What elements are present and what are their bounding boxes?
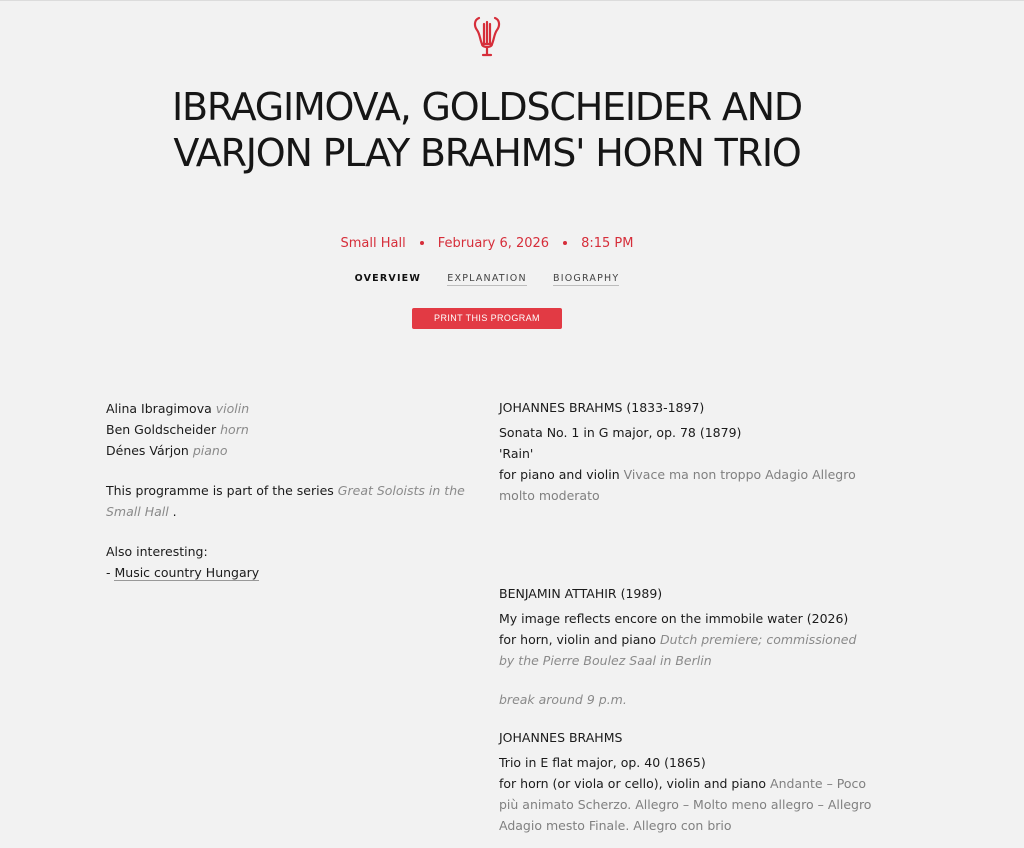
event-date: February 6, 2026 <box>437 236 550 251</box>
music-country-hungary-link[interactable]: Music country Hungary <box>114 565 260 580</box>
work-details: for piano and violin Vivace ma non troppo Adagio Allegro molto moderato <box>499 467 856 503</box>
program-work-1 <box>499 397 874 506</box>
page-title: IBRAGIMOVA, GOLDSCHEIDER AND VARJON PLAY BRAHMS' HORN TRIO <box>172 85 802 175</box>
performer: Alina Ibragimova violin <box>106 401 250 416</box>
composer: JOHANNES BRAHMS (1833-1897) <box>499 400 705 415</box>
work-subtitle: 'Rain' <box>499 446 534 461</box>
tab-biography[interactable]: BIOGRAPHY <box>553 273 620 284</box>
work-title: My image reflects encore on the immobile water (2026) <box>499 611 849 626</box>
also-item: - Music country Hungary <box>106 565 260 580</box>
work-note: Dutch premiere; commissioned by the Pierre Boulez Saal in Berlin <box>499 632 857 668</box>
event-time: 8:15 PM <box>581 236 634 251</box>
separator-dot <box>420 241 424 245</box>
tab-overview[interactable]: OVERVIEW <box>354 273 422 284</box>
lyre-icon[interactable] <box>470 14 504 60</box>
series-name[interactable]: Great Soloists in the Small Hall <box>106 483 465 519</box>
work-details: for horn (or viola or cello), violin and piano Andante – Poco più animato Scherzo. Allegro – Molto meno allegro – Allegro Adagio mesto Finale. Allegro con brio <box>499 776 872 833</box>
venue: Small Hall <box>340 236 406 251</box>
movements: Vivace ma non troppo Adagio Allegro molto moderato <box>499 467 856 503</box>
break-note: break around 9 p.m. <box>499 692 627 707</box>
composer: JOHANNES BRAHMS <box>499 730 623 745</box>
event-meta <box>0 236 974 251</box>
program-work-3 <box>499 727 874 836</box>
composer: BENJAMIN ATTAHIR (1989) <box>499 586 663 601</box>
movements: Andante – Poco più animato Scherzo. Allegro – Molto meno allegro – Allegro Adagio mesto Finale. Allegro con brio <box>499 776 872 833</box>
performer: Ben Goldscheider horn <box>106 422 249 437</box>
series-note: This programme is part of the series Great Soloists in the Small Hall . <box>106 483 465 519</box>
tab-explanation[interactable]: EXPLANATION <box>447 273 527 284</box>
work-title: Trio in E flat major, op. 40 (1865) <box>499 755 706 770</box>
performer: Dénes Várjon piano <box>106 443 228 458</box>
tab-bar <box>0 273 974 286</box>
top-border <box>0 0 1024 1</box>
separator-dot <box>563 241 567 245</box>
print-program-button[interactable]: PRINT THIS PROGRAM <box>412 308 562 329</box>
program-work-2 <box>499 583 874 710</box>
also-label: Also interesting: <box>106 544 208 559</box>
performers-column <box>106 398 476 583</box>
work-title: Sonata No. 1 in G major, op. 78 (1879) <box>499 425 742 440</box>
work-details: for horn, violin and piano Dutch premiere; commissioned by the Pierre Boulez Saal in Berlin <box>499 632 857 668</box>
